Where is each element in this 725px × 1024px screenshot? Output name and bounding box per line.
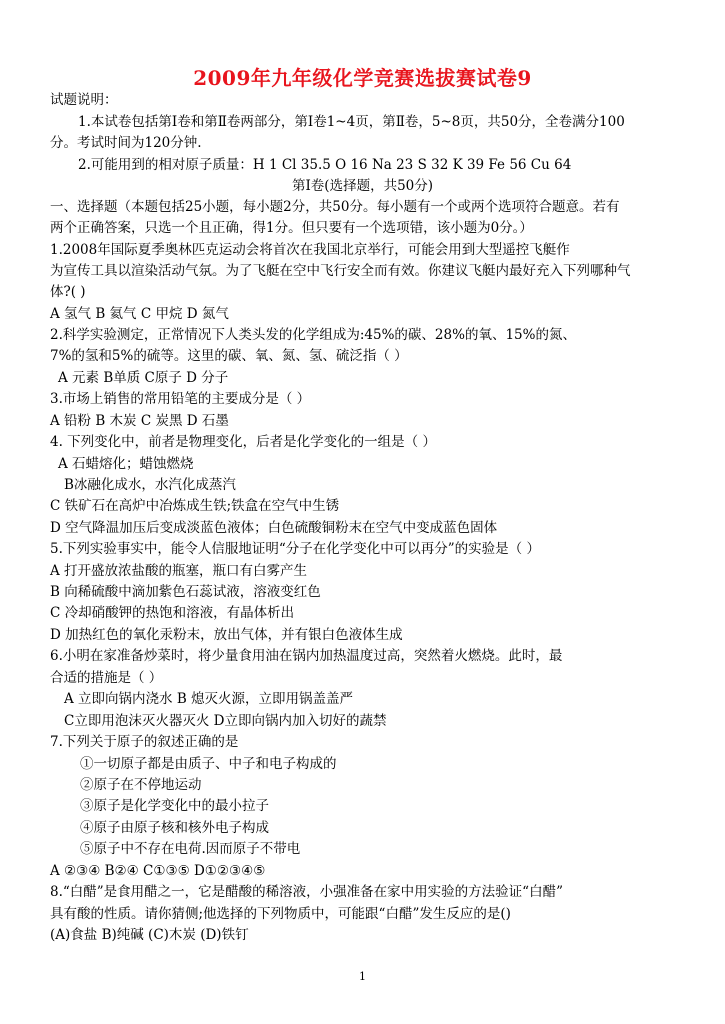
question-4-option-a: A 石蜡熔化；蜡蚀燃烧 <box>58 456 194 472</box>
question-5-option-c: C 冷却硝酸钾的热饱和溶液，有晶体析出 <box>50 605 295 621</box>
question-2: 2.科学实验测定，正常情况下人类头发的化学组成为:45%的碳、28%的氧、15%的氮、 <box>50 327 576 343</box>
section-intro-cont: 两个正确答案，只选一个且正确，得1分。但只要有一个选项错，该小题为0分。） <box>50 220 533 236</box>
section-heading: 第Ⅰ卷(选择题，共50分) <box>291 178 434 194</box>
instructions-heading: 试题说明： <box>50 92 118 108</box>
section-intro: 一、选择题（本题包括25小题，每小题2分，共50分。每小题有一个或两个选项符合题意。若有 <box>50 199 620 215</box>
question-1-cont: 体?( ) <box>50 284 86 300</box>
question-5: 5.下列实验事实中，能令人信服地证明“分子在化学变化中可以再分”的实验是（ ） <box>50 541 540 557</box>
question-7-statement: ③原子是化学变化中的最小拉子 <box>80 798 269 814</box>
question-6-options-ab: A 立即向锅内浇水 B 熄灭火源，立即用锅盖盖严 <box>64 691 354 707</box>
question-2-options: A 元素 B单质 C原子 D 分子 <box>58 370 229 386</box>
question-2-cont: 7%的氢和5%的硫等。这里的碳、氧、氮、氢、硫泛指（ ） <box>50 348 408 364</box>
question-4-option-b: B冰融化成水，水汽化成蒸汽 <box>64 477 236 493</box>
question-4-option-d: D 空气降温加压后变成淡蓝色液体；白色硫酸铜粉末在空气中变成蓝色固体 <box>50 520 498 536</box>
question-6-cont: 合适的措施是（ ） <box>50 670 163 686</box>
question-3: 3.市场上销售的常用铅笔的主要成分是（ ） <box>50 391 311 407</box>
question-7-statement: ④原子由原子核和核外电子构成 <box>80 820 269 836</box>
question-5-option-b: B 向稀硫酸中滴加紫色石蕊试液，溶液变红色 <box>50 584 321 600</box>
question-1-cont: 为宣传工具以渲染活动气氛。为了飞艇在空中飞行安全而有效。你建议飞艇内最好充入下列哪种气 <box>50 263 631 279</box>
question-4: 4. 下列变化中，前者是物理变化，后者是化学变化的一组是（ ） <box>50 434 436 450</box>
question-7-statement: ⑤原子中不存在电荷.因而原子不带电 <box>80 841 301 857</box>
question-6: 6.小明在家准备炒菜时，将少量食用油在锅内加热温度过高，突然着火燃烧。此时，最 <box>50 648 563 664</box>
instruction-1: 1.本试卷包括第Ⅰ卷和第Ⅱ卷两部分，第Ⅰ卷1~4页，第Ⅱ卷，5~8页，共50分，全卷满分100 <box>78 114 625 130</box>
page-number: 1 <box>359 970 366 983</box>
instruction-2: 2.可能用到的相对原子质量：H 1 Cl 35.5 O 16 Na 23 S 32 K 39 Fe 56 Cu 64 <box>78 157 572 173</box>
question-8-cont: 具有酸的性质。请你猜侧;他选择的下列物质中，可能跟“白醋”发生反应的是() <box>50 906 511 922</box>
question-5-option-a: A 打开盛放浓盐酸的瓶塞，瓶口有白雾产生 <box>50 563 308 579</box>
question-7: 7.下列关于原子的叙述正确的是 <box>50 734 239 750</box>
question-8-options: (A)食盐 B)纯碱 (C)木炭 (D)铁钉 <box>50 927 249 943</box>
question-4-option-c: C 铁矿石在高炉中冶炼成生铁;铁盒在空气中生锈 <box>50 498 340 514</box>
question-1-options: A 氢气 B 氦气 C 甲烷 D 氮气 <box>50 306 229 322</box>
question-7-options: A ②③④ B②④ C①③⑤ D①②③④⑤ <box>50 863 266 879</box>
exam-title: 2009年九年级化学竞赛选拔赛试卷9 <box>193 66 532 90</box>
question-3-options: A 铅粉 B 木炭 C 炭黑 D 石墨 <box>50 413 229 429</box>
question-7-statement: ②原子在不停地运动 <box>80 777 202 793</box>
instruction-1-cont: 分。考试时间为120分钟. <box>50 135 202 151</box>
question-1: 1.2008年国际夏季奥林匹克运动会将首次在我国北京举行，可能会用到大型遥控飞艇作 <box>50 242 570 258</box>
question-7-statement: ①一切原子都是由质子、中子和电子构成的 <box>80 756 337 772</box>
question-5-option-d: D 加热红色的氧化汞粉末，放出气体，并有银白色液体生成 <box>50 627 403 643</box>
question-8: 8.“白醋”是食用醋之一，它是醋酸的稀溶液，小强准备在家中用实验的方法验证“白醋” <box>50 884 563 900</box>
question-6-options-cd: C立即用泡沫灭火器灭火 D立即向锅内加入切好的蔬禁 <box>64 713 387 729</box>
